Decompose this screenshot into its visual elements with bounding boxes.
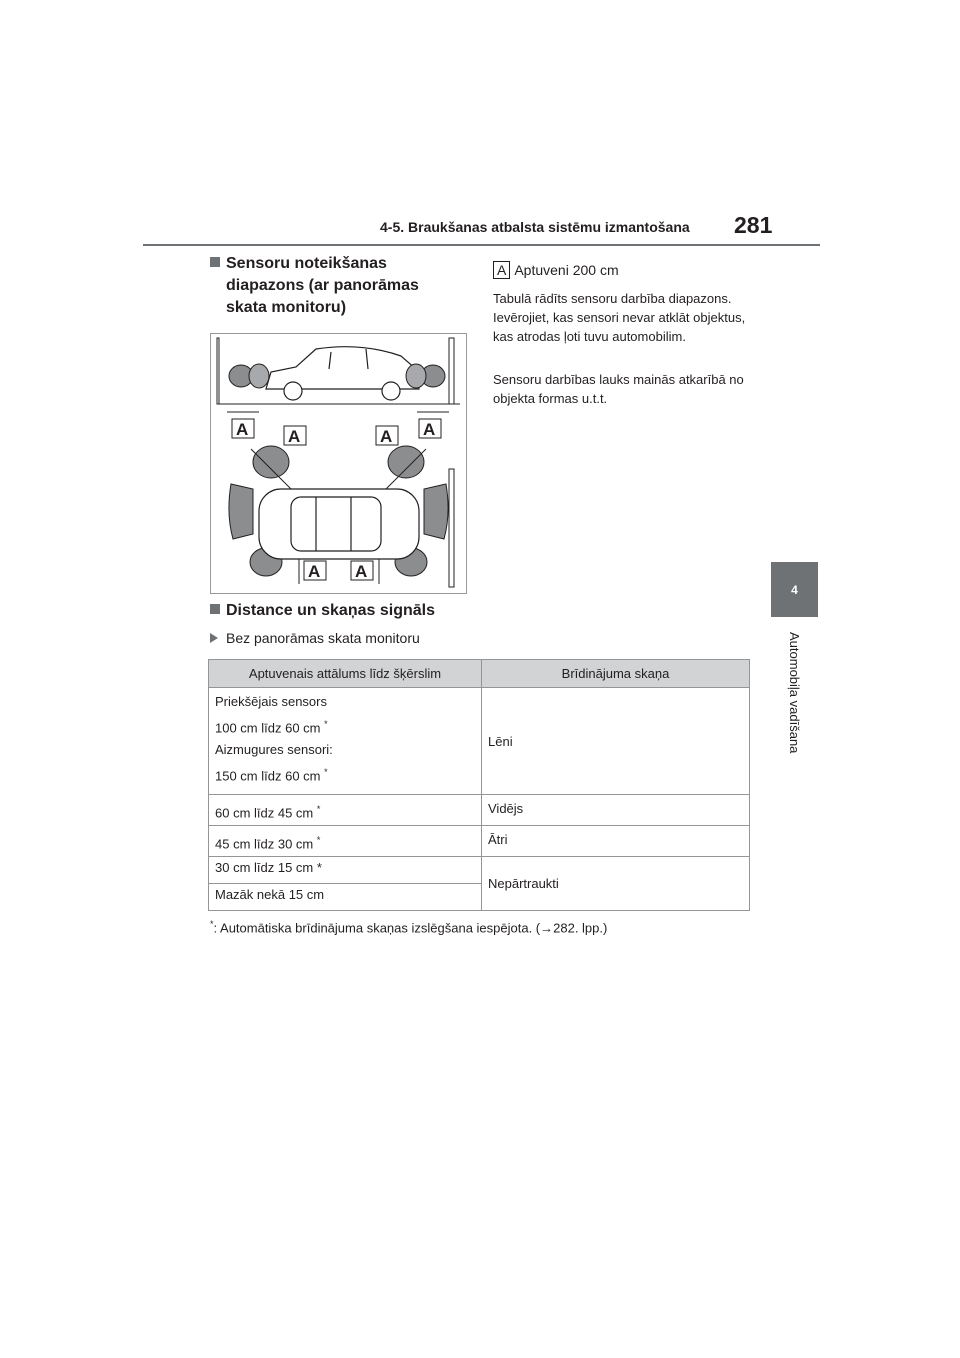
table-row xyxy=(209,826,750,857)
section-heading-text: Distance un skaņas signāls xyxy=(226,602,435,619)
table-cell-range: Priekšējais sensors 100 cm līdz 60 cm * Aizmugures sensori: 150 cm līdz 60 cm * xyxy=(209,688,482,795)
legend-text: Aptuveni 200 cm xyxy=(514,262,619,278)
table-row xyxy=(209,795,750,826)
svg-text:A: A xyxy=(423,420,436,439)
bullet-without-monitor xyxy=(210,630,420,646)
svg-text:A: A xyxy=(355,562,368,581)
table-header-distance: Aptuvenais attālums līdz šķērslim xyxy=(209,660,482,688)
table-cell-range: 30 cm līdz 15 cm * xyxy=(209,857,482,884)
paragraph-sensor-range: Tabulā rādīts sensoru darbība diapazons. Ievērojiet, kas sensori nevar atklāt objektus, kas atrodas ļoti tuvu automobilim. xyxy=(493,291,746,344)
footnote-mark: * xyxy=(210,919,214,929)
table-cell-sound: Nepārtraukti xyxy=(482,857,750,911)
table-row xyxy=(209,857,750,884)
page-number: 281 xyxy=(734,212,773,238)
sensor-range-svg xyxy=(211,334,466,593)
car-top-view xyxy=(259,489,419,559)
car-side-view xyxy=(266,347,419,400)
chapter-number: 4 xyxy=(791,582,798,597)
footnote-text: : Automātiska brīdinājuma skaņas izslēgšana iespējota. (→282. lpp.) xyxy=(213,920,608,936)
table-header-row xyxy=(209,660,750,688)
section-heading-detection-range xyxy=(210,253,450,319)
bullet-text: Bez panorāmas skata monitoru xyxy=(226,630,420,646)
table-cell-sound: Vidējs xyxy=(482,795,750,826)
svg-text:A: A xyxy=(236,420,249,439)
table-cell-sound: Lēni xyxy=(482,688,750,795)
chapter-tab-label: Automobiļa vadīšana xyxy=(787,632,802,754)
square-bullet-icon xyxy=(210,604,220,614)
svg-text:A: A xyxy=(380,427,393,446)
legend-marker: A xyxy=(493,261,510,279)
legend-a xyxy=(493,261,619,279)
svg-text:A: A xyxy=(288,427,301,446)
chapter-tab xyxy=(771,562,818,617)
sensor-range-diagram xyxy=(210,333,467,594)
table-row xyxy=(209,688,750,795)
paragraph-sensor-field: Sensoru darbības lauks mainās atkarībā no objekta formas u.t.t. xyxy=(493,372,744,406)
svg-text:A: A xyxy=(308,562,321,581)
table-header-sound: Brīdinājuma skaņa xyxy=(482,660,750,688)
section-heading-text: Sensoru noteikšanas diapazons (ar panorāmas skata monitoru) xyxy=(226,255,419,316)
table-cell-range: 60 cm līdz 45 cm * xyxy=(209,795,482,826)
footnote xyxy=(210,919,607,935)
table-cell-range: Mazāk nekā 15 cm xyxy=(209,884,482,911)
table-cell-range: 45 cm līdz 30 cm * xyxy=(209,826,482,857)
table-cell-sound: Ātri xyxy=(482,826,750,857)
distance-sound-table xyxy=(208,659,750,911)
header-rule xyxy=(143,244,820,246)
square-bullet-icon xyxy=(210,257,220,267)
triangle-bullet-icon xyxy=(210,633,218,643)
chapter-title: 4-5. Braukšanas atbalsta sistēmu izmantošana xyxy=(380,219,690,235)
section-heading-distance xyxy=(210,600,435,622)
